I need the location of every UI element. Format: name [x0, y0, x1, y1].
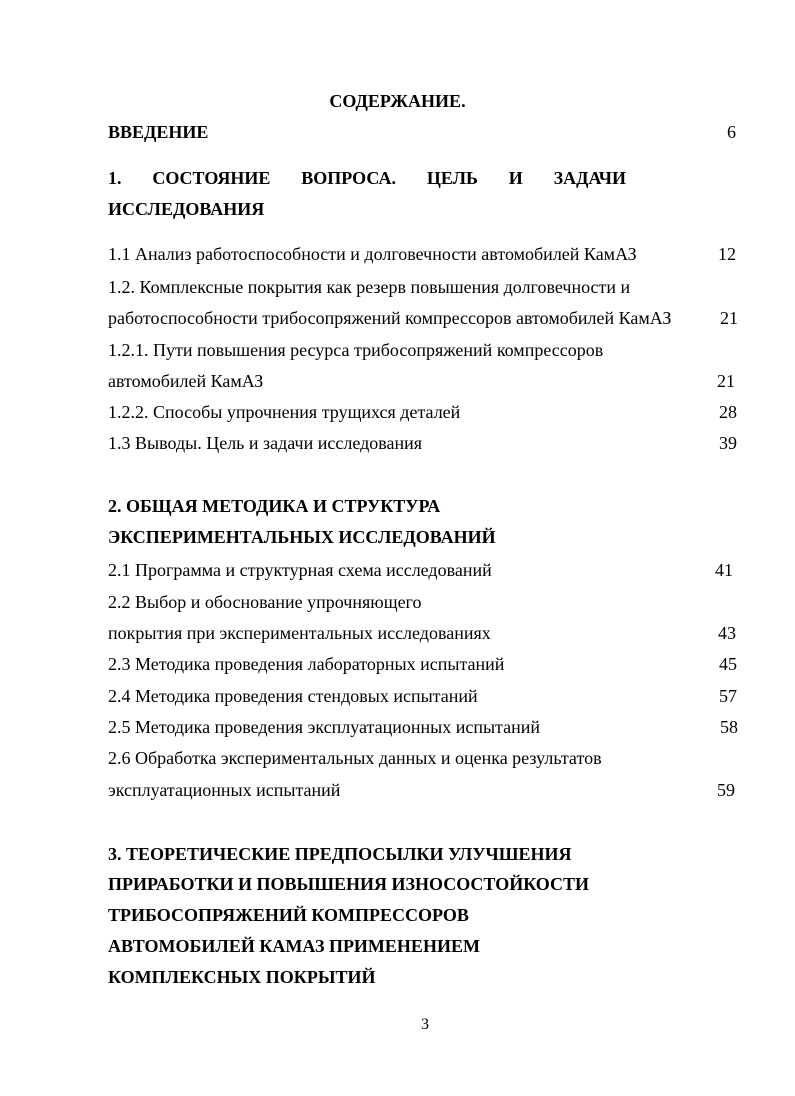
chapter-1-heading-line-2: ИССЛЕДОВАНИЯ: [108, 199, 265, 219]
toc-entry: 2.6 Обработка экспериментальных данных и оценка результатов: [108, 748, 602, 768]
toc-entry: 2.1 Программа и структурная схема исследований: [108, 560, 492, 580]
chapter-3-heading-line: ТРИБОСОПРЯЖЕНИЙ КОМПРЕССОРОВ: [108, 905, 469, 925]
toc-entry: 2.4 Методика проведения стендовых испытаний: [108, 686, 478, 706]
toc-entry-page: 45: [719, 654, 737, 674]
intro-label: ВВЕДЕНИЕ: [108, 122, 209, 142]
toc-entry: 2.3 Методика проведения лабораторных испытаний: [108, 654, 505, 674]
heading-word: СОСТОЯНИЕ: [152, 168, 271, 188]
toc-entry-page: 21: [717, 371, 735, 391]
toc-entry-page: 57: [719, 686, 737, 706]
toc-entry: эксплуатационных испытаний: [108, 780, 341, 800]
toc-entry-page: 58: [720, 717, 738, 737]
chapter-3-heading-line: ПРИРАБОТКИ И ПОВЫШЕНИЯ ИЗНОСОСТОЙКОСТИ: [108, 874, 590, 894]
toc-entry: 1.2.2. Способы упрочнения трущихся деталей: [108, 402, 461, 422]
chapter-2-heading-line-1: 2. ОБЩАЯ МЕТОДИКА И СТРУКТУРА: [108, 496, 441, 516]
page-number: 3: [421, 1016, 429, 1033]
toc-title: СОДЕРЖАНИЕ.: [329, 91, 466, 111]
toc-entry: 1.2.1. Пути повышения ресурса трибосопряжений компрессоров: [108, 340, 604, 360]
chapter-1-heading-line-1: [108, 167, 626, 189]
toc-entry: 1.1 Анализ работоспособности и долговечности автомобилей КамАЗ: [108, 244, 637, 264]
heading-word: ЦЕЛЬ: [426, 168, 478, 188]
intro-page: 6: [727, 122, 736, 142]
chapter-3-heading-line: АВТОМОБИЛЕЙ КАМАЗ ПРИМЕНЕНИЕМ: [108, 936, 480, 956]
chapter-3-heading-line: КОМПЛЕКСНЫХ ПОКРЫТИЙ: [108, 967, 376, 987]
toc-entry-page: 12: [718, 244, 736, 264]
heading-word: И: [508, 168, 523, 188]
heading-word: ВОПРОСА.: [301, 168, 396, 188]
heading-word: 1.: [108, 168, 122, 188]
toc-entry: работоспособности трибосопряжений компрессоров автомобилей КамАЗ: [108, 308, 672, 328]
toc-entry-page: 59: [717, 780, 735, 800]
toc-entry: 2.5 Методика проведения эксплуатационных испытаний: [108, 717, 541, 737]
toc-entry-page: 43: [718, 623, 736, 643]
toc-entry: автомобилей КамАЗ: [108, 371, 264, 391]
toc-entry: 2.2 Выбор и обоснование упрочняющего: [108, 592, 422, 612]
toc-entry-page: 21: [720, 308, 738, 328]
toc-entry-page: 39: [719, 433, 737, 453]
chapter-2-heading-line-2: ЭКСПЕРИМЕНТАЛЬНЫХ ИССЛЕДОВАНИЙ: [108, 527, 496, 547]
toc-entry: 1.2. Комплексные покрытия как резерв повышения долговечности и: [108, 277, 631, 297]
chapter-3-heading-line: 3. ТЕОРЕТИЧЕСКИЕ ПРЕДПОСЫЛКИ УЛУЧШЕНИЯ: [108, 844, 572, 864]
toc-entry-page: 41: [715, 560, 733, 580]
toc-entry: покрытия при экспериментальных исследованиях: [108, 623, 491, 643]
toc-entry-page: 28: [719, 402, 737, 422]
heading-word: ЗАДАЧИ: [553, 168, 626, 188]
toc-entry: 1.3 Выводы. Цель и задачи исследования: [108, 433, 423, 453]
